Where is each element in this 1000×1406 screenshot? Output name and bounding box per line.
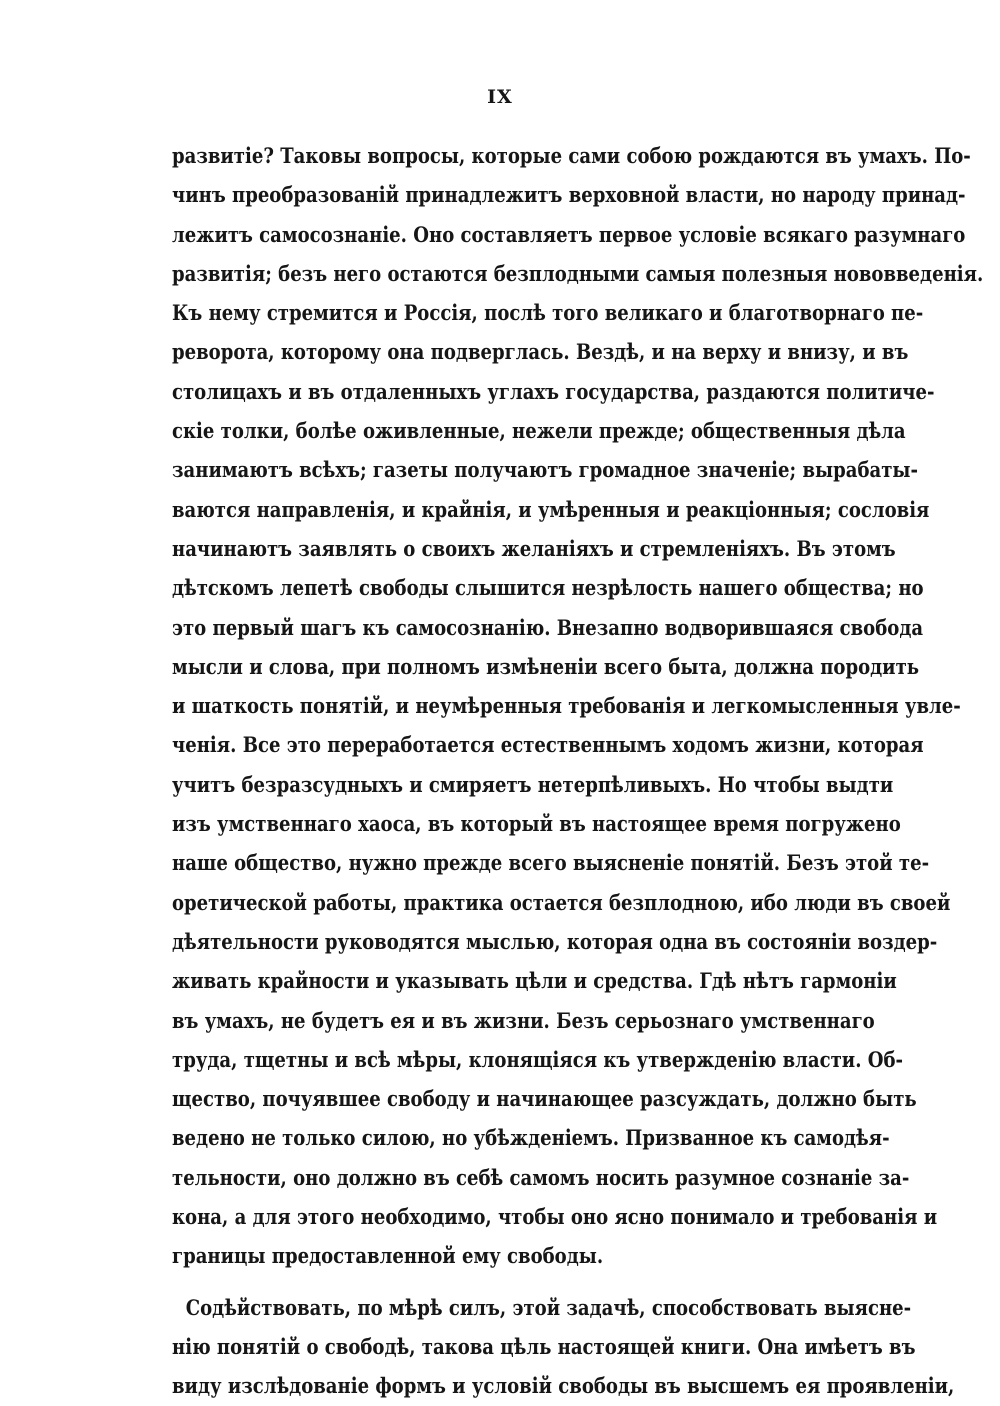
text-line: труда, тщетны и всѣ мѣры, клонящіяся къ утвержденію власти. Об- bbox=[172, 1046, 904, 1072]
text-line: начинаютъ заявлять о своихъ желаніяхъ и стремленіяхъ. Въ этомъ bbox=[172, 535, 896, 561]
text-line: столицахъ и въ отдаленныхъ углахъ государства, раздаются политиче- bbox=[172, 378, 935, 404]
text-line: щество, почуявшее свободу и начинающее разсуждать, должно быть bbox=[172, 1086, 917, 1112]
text-line: занимаютъ всѣхъ; газеты получаютъ громадное значеніе; вырабаты- bbox=[172, 457, 919, 483]
text-line: въ умахъ, не будетъ ея и въ жизни. Безъ серьознаго умственнаго bbox=[172, 1007, 875, 1033]
text-line: границы предоставленной ему свободы. bbox=[172, 1243, 604, 1269]
text-line: виду изслѣдованіе формъ и условій свободы въ высшемъ ея проявленіи, bbox=[172, 1373, 955, 1399]
text-line: и шаткость понятій, и неумѣренныя требованія и легкомысленныя увле- bbox=[172, 693, 961, 719]
text-line: скіе толки, болѣе оживленные, нежели прежде; общественныя дѣла bbox=[172, 418, 906, 444]
text-line: это первый шагъ къ самосознанію. Внезапно водворившаяся свобода bbox=[172, 614, 924, 640]
text-line: кона, а для этого необходимо, чтобы оно ясно понимало и требованія и bbox=[172, 1204, 938, 1230]
text-line: Содѣйствовать, по мѣрѣ силъ, этой задачѣ, способствовать выясне- bbox=[185, 1294, 912, 1320]
text-line: Къ нему стремится и Россія, послѣ того великаго и благотворнаго пе- bbox=[172, 300, 924, 326]
paragraph-2 bbox=[172, 1288, 955, 1406]
text-line: реворота, которому она подверглась. Вездѣ, и на верху и внизу, и въ bbox=[172, 339, 909, 365]
text-line: ченія. Все это переработается естественнымъ ходомъ жизни, которая bbox=[172, 732, 924, 758]
text-line: развитіе? Таковы вопросы, которые сами собою рождаются въ умахъ. По- bbox=[172, 143, 971, 168]
text-line: живать крайности и указывать цѣли и средства. Гдѣ нѣтъ гармоніи bbox=[172, 968, 897, 994]
body-text bbox=[172, 136, 984, 1406]
text-line: тельности, оно должно въ себѣ самомъ носить разумное сознаніе за- bbox=[172, 1164, 910, 1190]
paragraph-gap bbox=[172, 1276, 834, 1288]
text-line: оретической работы, практика остается безплодною, ибо люди въ своей bbox=[172, 889, 951, 915]
text-line: лежитъ самосознаніе. Оно составляетъ первое условіе всякаго разумнаго bbox=[172, 221, 966, 247]
paragraph-1 bbox=[172, 136, 984, 1276]
text-line: развитія; безъ него остаются безплодными самыя полезныя нововведенія. bbox=[172, 260, 984, 286]
text-line: дѣтскомъ лепетѣ свободы слышится незрѣлость нашего общества; но bbox=[172, 575, 924, 601]
text-line: учитъ безразсудныхъ и смиряетъ нетерпѣливыхъ. Но чтобы выдти bbox=[172, 771, 894, 797]
text-line: дѣятельности руководятся мыслью, которая одна въ состояніи воздер- bbox=[172, 928, 938, 954]
text-line: нію понятій о свободѣ, такова цѣль настоящей книги. Она имѣетъ въ bbox=[172, 1333, 916, 1359]
text-line: ваются направленія, и крайнія, и умѣренныя и реакціонныя; сословія bbox=[172, 496, 930, 522]
text-line: изъ умственнаго хаоса, въ который въ настоящее время погружено bbox=[172, 811, 901, 837]
text-line: чинъ преобразованій принадлежитъ верховной власти, но народу принад- bbox=[172, 182, 966, 208]
text-line: наше общество, нужно прежде всего выясненіе понятій. Безъ этой те- bbox=[172, 850, 930, 876]
page-number: IX bbox=[487, 86, 513, 108]
text-line: ведено не только силою, но убѣжденіемъ. Призванное къ самодѣя- bbox=[172, 1125, 890, 1151]
text-line: мысли и слова, при полномъ измѣненіи всего быта, должна породить bbox=[172, 653, 920, 679]
